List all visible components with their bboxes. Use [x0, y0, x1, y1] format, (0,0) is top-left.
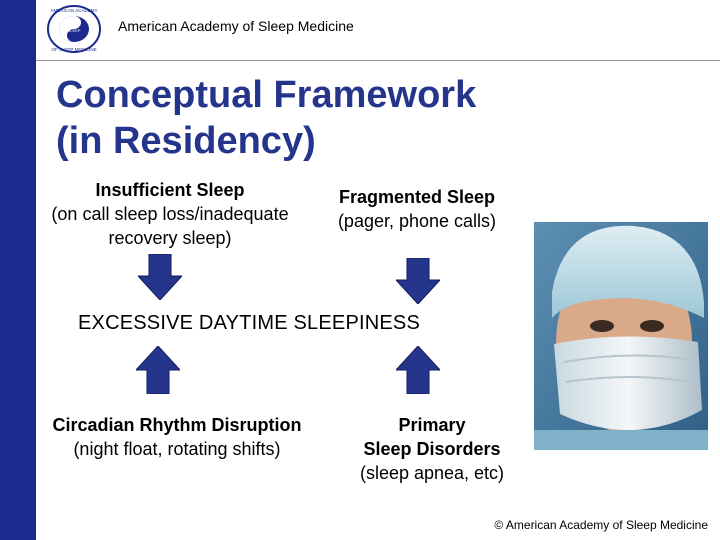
- header-divider: [36, 60, 720, 61]
- cause-circadian-disruption: [36, 413, 318, 461]
- arrow-down-icon: [396, 258, 440, 304]
- cause-primary-sleep-disorders: [342, 413, 522, 485]
- svg-text:SLEEP: SLEEP: [67, 28, 81, 33]
- cause-detail: recovery sleep): [108, 228, 232, 248]
- slide-title: [56, 72, 476, 164]
- outcome-excessive-daytime-sleepiness: EXCESSIVE DAYTIME SLEEPINESS: [78, 312, 421, 334]
- surgeon-photo: [534, 222, 708, 450]
- copyright-footer: © American Academy of Sleep Medicine: [494, 518, 708, 532]
- cause-detail: (pager, phone calls): [337, 211, 497, 231]
- arrow-up-icon: [396, 346, 440, 394]
- cause-heading: Circadian Rhythm Disruption: [52, 415, 302, 435]
- cause-heading: Insufficient Sleep: [95, 180, 245, 200]
- title-line-2: (in Residency): [56, 120, 316, 162]
- svg-text:OF SLEEP MEDICINE: OF SLEEP MEDICINE: [51, 47, 97, 52]
- aasm-logo: [46, 4, 102, 54]
- cause-heading: Sleep Disorders: [363, 439, 501, 459]
- cause-detail: (on call sleep loss/inadequate: [51, 204, 289, 224]
- cause-insufficient-sleep: [36, 178, 304, 250]
- cause-detail: (sleep apnea, etc): [359, 463, 505, 483]
- arrow-up-icon: [136, 346, 180, 394]
- organization-name: American Academy of Sleep Medicine: [118, 18, 354, 34]
- svg-text:AMERICAN ACADEMY: AMERICAN ACADEMY: [50, 8, 98, 13]
- cause-heading: Fragmented Sleep: [338, 187, 496, 207]
- cause-detail: (night float, rotating shifts): [73, 439, 281, 459]
- cause-heading: Primary: [398, 415, 466, 435]
- title-line-1: Conceptual Framework: [56, 74, 477, 116]
- left-accent-bar: [0, 0, 36, 540]
- arrow-down-icon: [138, 254, 182, 300]
- cause-fragmented-sleep: [322, 185, 512, 233]
